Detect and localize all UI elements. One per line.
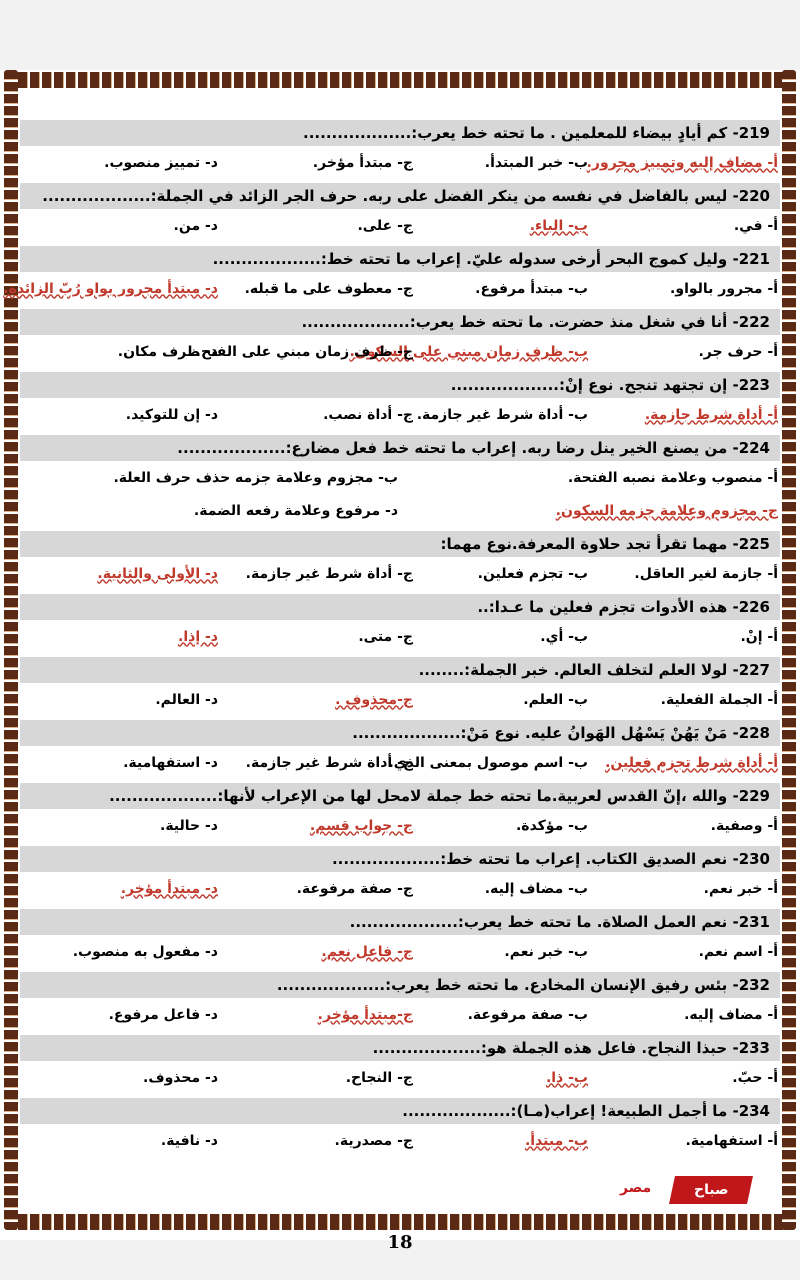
options-row [20, 998, 780, 1031]
answer-option-correct: د- إذا. [178, 628, 218, 645]
answer-option: د- استفهامية. [123, 754, 218, 771]
answer-option: ب- خبر نعم. [504, 943, 588, 960]
answer-option: د- نافية. [160, 1132, 218, 1149]
answer-option: ب- تجزم فعلين. [477, 565, 588, 582]
logo-text-misr: مصر [620, 1180, 652, 1196]
question-text: 226- هذه الأدوات تجزم فعلين ما عـدا:.. [20, 594, 780, 620]
options-row [20, 935, 780, 968]
question-text: 227- لولا العلم لتخلف العالم. خبر الجملة:........ [20, 657, 780, 683]
question-text: 225- مهما تقرأ تجد حلاوة المعرفة.نوع مهما: [20, 531, 780, 557]
answer-option: ب- مبتدأ مرفوع. [475, 280, 588, 297]
logo-text-sabah: صباح [693, 1182, 729, 1198]
answer-option: د- حالية. [160, 817, 218, 834]
answer-option: ج- على. [357, 217, 413, 234]
answer-option: ج- أداة شرط غير جازمة. [245, 565, 413, 582]
answer-option: أ- وصفية. [710, 817, 778, 834]
answer-option: د- مرفوع وعلامة رفعه الضمة. [193, 502, 398, 519]
answer-option: ج- معطوف على ما قبله. [244, 280, 413, 297]
options-row [20, 746, 780, 779]
answer-option: أ- منصوب وعلامة نصبه الفتحة. [567, 469, 778, 486]
options-row [20, 494, 780, 527]
answer-option: ج- مصدرية. [334, 1132, 413, 1149]
answer-option: ج- متى. [358, 628, 413, 645]
answer-option: د- العالم. [155, 691, 218, 708]
options-row [20, 683, 780, 716]
answer-option: ب- العلم. [523, 691, 588, 708]
answer-option: د- مفعول به منصوب. [72, 943, 218, 960]
options-row [20, 398, 780, 431]
options-row [20, 461, 780, 494]
question-text: 233- حبذا النجاح. فاعل هذه الجملة هو:................... [20, 1035, 780, 1061]
question-text: 222- أنا في شغل منذ حضرت. ما تحته خط يعرب:................... [20, 309, 780, 335]
options-row [20, 209, 780, 242]
answer-option: أ- الجملة الفعلية. [660, 691, 778, 708]
answer-option-correct: ب- ظرف زمان مبني على السكون. [349, 343, 588, 360]
answer-option: ج- ظرف زمان مبني على الفتح. [195, 343, 413, 360]
answer-option: ج- صفة مرفوعة. [296, 880, 413, 897]
watermark-logo [620, 1176, 750, 1204]
answer-option: ج- أداة نصب. [323, 406, 413, 423]
answer-option-correct: د- الأولى والثانية. [97, 565, 218, 582]
answer-option: ب- أداة شرط غير جازمة. [416, 406, 588, 423]
answer-option-correct: ج- مجزوم وعلامة جزمه السكون. [555, 502, 778, 519]
question-text: 221- وليل كموج البحر أرخى سدوله عليّ. إعراب ما تحته خط:................... [20, 246, 780, 272]
answer-option-correct: أ- أداة شرط جازمة. [644, 406, 778, 423]
options-row [20, 809, 780, 842]
answer-option: أ- جازمة لغير العاقل. [634, 565, 778, 582]
page-number: 18 [387, 1232, 413, 1253]
answer-option: أ- حرف جر. [698, 343, 778, 360]
answer-option-correct: ب- الباء. [529, 217, 588, 234]
answer-option-correct: د- مبتدأ مؤخر. [120, 880, 218, 897]
answer-option-correct: ج- جواب قسم. [309, 817, 413, 834]
answer-option: د- تمييز منصوب. [104, 154, 218, 171]
answer-option-correct: د- مبتدأ مجرور بواو رُبّ الزائدة. [3, 280, 218, 297]
answer-option: أ- إنْ. [740, 628, 778, 645]
answer-option: أ- في. [733, 217, 778, 234]
options-row [20, 557, 780, 590]
answer-option: أ- خبر نعم. [703, 880, 778, 897]
question-list [3, 116, 780, 1157]
question-text: 219- كم أيادٍ بيضاء للمعلمين . ما تحته خط يعرب:................... [20, 120, 780, 146]
answer-option: ب- أي. [540, 628, 588, 645]
question-text: 228- مَنْ يَهُنْ يَسْهُل الهَوانُ عليه. نوع مَنْ:................... [20, 720, 780, 746]
options-row [20, 146, 780, 179]
answer-option: د- فاعل مرفوع. [108, 1006, 218, 1023]
options-row [20, 1061, 780, 1094]
top-decorative-border [6, 72, 794, 88]
question-text: 231- نعم العمل الصلاة. ما تحته خط يعرب:................... [20, 909, 780, 935]
options-row [20, 620, 780, 653]
question-text: 223- إن تجتهد تنجح. نوع إنْ:................... [20, 372, 780, 398]
answer-option-correct: ج-محذوف . [335, 691, 413, 708]
answer-option: أ- حبّ. [732, 1069, 778, 1086]
question-text: 224- من يصنع الخير ينل رضا ربه. إعراب ما تحته خط فعل مضارع:................... [20, 435, 780, 461]
answer-option: د- من. [173, 217, 218, 234]
answer-option: أ- مجرور بالواو. [670, 280, 778, 297]
question-text: 229- والله ،إنّ القدس لعربية.ما تحته خط جملة لامحل لها من الإعراب لأنها:................... [20, 783, 780, 809]
answer-option-correct: ج-مبتدأ مؤخر. [317, 1006, 413, 1023]
answer-option: ج- النجاح. [345, 1069, 413, 1086]
answer-option: ج- أداة شرط غير جازمة. [245, 754, 413, 771]
answer-option: أ- اسم نعم. [698, 943, 778, 960]
right-decorative-border [782, 70, 796, 1230]
logo-badge [669, 1176, 753, 1204]
question-text: 232- بئس رفيق الإنسان المخادع. ما تحته خط يعرب:................... [20, 972, 780, 998]
answer-option: د- ظرف مكان. [117, 343, 218, 360]
question-text: 234- ما أجمل الطبيعة! إعراب(مـا):................... [20, 1098, 780, 1124]
options-row [20, 1124, 780, 1157]
bottom-decorative-border [6, 1214, 794, 1230]
question-text: 220- ليس بالفاضل في نفسه من ينكر الفضل على ربه. حرف الجر الزائد في الجملة:................... [20, 183, 780, 209]
options-row [3, 272, 780, 305]
answer-option: أ- مضاف إليه. [684, 1006, 778, 1023]
answer-option: ب- مجزوم وعلامة جزمه حذف حرف العلة. [113, 469, 398, 486]
answer-option-correct: أ- أداة شرط تجزم فعلين. [605, 754, 778, 771]
question-text: 230- نعم الصديق الكتاب. إعراب ما تحته خط:................... [20, 846, 780, 872]
left-decorative-border [4, 70, 18, 1230]
answer-option: ب- مؤكدة. [515, 817, 588, 834]
answer-option-correct: أ- مضاف إليه وتمييز مجرور. [586, 154, 778, 171]
answer-option: ب- صفة مرفوعة. [467, 1006, 588, 1023]
answer-option: ب- اسم موصول بمعنى الذي. [388, 754, 588, 771]
answer-option-correct: ب- مبتدأ. [524, 1132, 588, 1149]
answer-option: ب- خبر المبتدأ. [484, 154, 588, 171]
answer-option: ب- مضاف إليه. [484, 880, 588, 897]
options-row [20, 872, 780, 905]
answer-option-correct: ب- ذا. [545, 1069, 588, 1086]
answer-option: د- محذوف. [143, 1069, 218, 1086]
answer-option: أ- استفهامية. [685, 1132, 778, 1149]
answer-option: ج- مبتدأ مؤخر. [312, 154, 413, 171]
answer-option-correct: ج- فاعل نعم. [321, 943, 413, 960]
options-row [20, 335, 780, 368]
answer-option: د- إن للتوكيد. [125, 406, 218, 423]
